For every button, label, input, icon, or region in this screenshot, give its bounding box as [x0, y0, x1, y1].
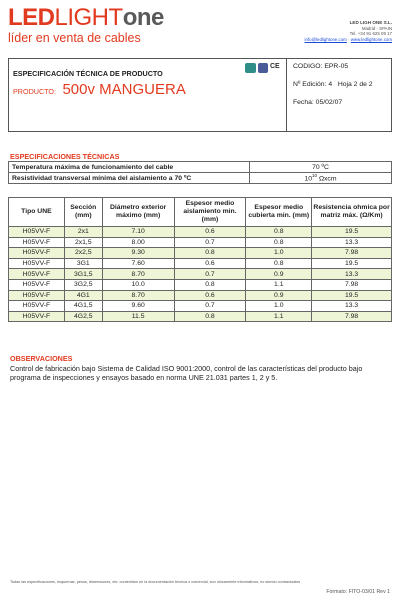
table-cell: 11.5 [102, 311, 174, 322]
spec-value: 70 ºC [250, 162, 392, 173]
technical-section-title: ESPECIFICACIONES TÉCNICAS [10, 152, 120, 161]
table-row [9, 311, 392, 322]
table-cell: 2x1,5 [64, 237, 102, 248]
logo-led: LED [8, 4, 55, 31]
company-phone: Tel. +34 91 625 09 17 [349, 31, 392, 37]
company-city: Madrid · SPAIN [361, 25, 392, 31]
footer-disclaimer: Todas las especificaciones, esquemas, pesos, dimensiones, etc. contenidos en la documentación técnica o comercial, son únicamente informativos, no siendo contractuales [10, 580, 301, 584]
table-cell: 9.60 [102, 301, 174, 312]
table-cell: H05VV-F [9, 311, 65, 322]
table-cell: 0.7 [174, 237, 246, 248]
table-cell: 0.9 [246, 269, 312, 280]
table-cell: 7.98 [312, 311, 392, 322]
table-cell: 3G1 [64, 258, 102, 269]
table-cell: 4G1,5 [64, 301, 102, 312]
table-row [9, 301, 392, 312]
table-cell: H05VV-F [9, 258, 65, 269]
spec-label: Resistividad transversal mínima del aislamiento a 70 ºC [9, 173, 250, 184]
product-line [13, 81, 186, 99]
footer-format: Formato: FITO-03/01 Rev 1 [326, 589, 390, 595]
table-cell: 0.6 [174, 290, 246, 301]
table-cell: 1.1 [246, 311, 312, 322]
table-cell: 0.7 [174, 301, 246, 312]
company-logo [8, 6, 164, 45]
observations-title: OBSERVACIONES [10, 354, 73, 363]
table-cell: 7.60 [102, 258, 174, 269]
spec-value: $10^{10}$ Ωxcm [250, 173, 392, 184]
table-cell: 1.0 [246, 248, 312, 259]
column-header: Sección (mm) [64, 198, 102, 227]
table-cell: 0.9 [246, 290, 312, 301]
table-cell: 0.8 [174, 248, 246, 259]
column-header: Espesor medio aislamiento min. (mm) [174, 198, 246, 227]
table-cell: 0.6 [174, 227, 246, 238]
table-cell: 8.00 [102, 237, 174, 248]
table-cell: 1.0 [246, 301, 312, 312]
product-code: CODIGO: EPR-05 [293, 63, 349, 70]
table-row [9, 258, 392, 269]
table-cell: H05VV-F [9, 237, 65, 248]
table-cell: 7.98 [312, 248, 392, 259]
table-row [9, 248, 392, 259]
table-cell: H05VV-F [9, 269, 65, 280]
table-cell: 13.3 [312, 301, 392, 312]
column-header: Diámetro exterior máximo (mm) [102, 198, 174, 227]
table-cell: 0.8 [246, 227, 312, 238]
table-cell: 19.5 [312, 227, 392, 238]
table-header-row [9, 198, 392, 227]
quality-cube-icon [245, 63, 256, 73]
observations-section [10, 354, 386, 383]
column-header: Espesor medio cubierta min. (mm) [246, 198, 312, 227]
company-info: LED LIGH ONE S.L. Madrid · SPAIN Tel. +34 91 625 09 17 info@ledlightone.com · www.ledlightone.com [304, 20, 392, 42]
table-cell: 1.1 [246, 279, 312, 290]
table-cell: 13.3 [312, 269, 392, 280]
table-cell: 8.70 [102, 290, 174, 301]
table-row [9, 269, 392, 280]
spec-header-left [9, 59, 287, 131]
observations-text: Control de fabricación bajo Sistema de Calidad ISO 9001:2000, control de las características del producto bajo programa de inspecciones y ensayos basado en norma UNE 21.031 partes 1, 2 y 5. [10, 364, 363, 383]
logo-one: one [122, 4, 164, 31]
table-cell: 0.8 [174, 311, 246, 322]
ce-mark-icon: CE [270, 63, 280, 70]
table-row [9, 227, 392, 238]
cert-cube-icon [258, 63, 268, 73]
table-cell: 0.8 [174, 279, 246, 290]
company-email-link[interactable]: info@ledlightone.com [304, 36, 347, 42]
cable-data-table [8, 197, 392, 322]
table-cell: 0.8 [246, 237, 312, 248]
table-cell: 19.5 [312, 258, 392, 269]
table-cell: 0.7 [174, 269, 246, 280]
table-cell: 4G1 [64, 290, 102, 301]
spec-header-box [8, 58, 392, 132]
table-cell: H05VV-F [9, 290, 65, 301]
table-cell: 10.0 [102, 279, 174, 290]
company-name: LED LIGH ONE S.L. [349, 20, 392, 25]
column-header: Resistencia ohmica por matriz máx. (Ω/Km) [312, 198, 392, 227]
table-cell: 2x2,5 [64, 248, 102, 259]
page-header [8, 6, 392, 50]
table-row [9, 290, 392, 301]
spec-label: Temperatura máxima de funcionamiento del cable [9, 162, 250, 173]
product-name: 500v MANGUERA [62, 81, 186, 98]
page-number: Hoja 2 de 2 [337, 81, 373, 88]
table-cell: 9.30 [102, 248, 174, 259]
technical-specs-table [8, 161, 392, 184]
table-cell: H05VV-F [9, 248, 65, 259]
logo-tagline: líder en venta de cables [8, 31, 141, 45]
table-cell: 7.10 [102, 227, 174, 238]
table-cell: 3G2,5 [64, 279, 102, 290]
table-cell: H05VV-F [9, 301, 65, 312]
table-cell: 7.98 [312, 279, 392, 290]
logo-light: LIGHT [54, 4, 123, 31]
table-cell: 4G2,5 [64, 311, 102, 322]
table-row [9, 237, 392, 248]
spec-date: Fecha: 05/02/07 [293, 99, 343, 106]
table-cell: 0.6 [174, 258, 246, 269]
table-cell: H05VV-F [9, 227, 65, 238]
table-row [9, 162, 392, 173]
spec-title: ESPECIFICACIÓN TÉCNICA DE PRODUCTO [13, 69, 163, 78]
company-web-link[interactable]: www.ledlightone.com [350, 36, 392, 42]
table-row [9, 279, 392, 290]
table-cell: 0.8 [246, 258, 312, 269]
column-header: Tipo UNE [9, 198, 65, 227]
table-cell: 3G1,5 [64, 269, 102, 280]
table-cell: 8.70 [102, 269, 174, 280]
table-cell: 2x1 [64, 227, 102, 238]
edition-number: Nº Edición: 4 Hoja 2 de 2 [293, 81, 373, 88]
table-cell: H05VV-F [9, 279, 65, 290]
product-label: PRODUCTO: [13, 87, 56, 96]
table-cell: 19.5 [312, 290, 392, 301]
table-row [9, 173, 392, 184]
table-cell: 13.3 [312, 237, 392, 248]
cable-rows [9, 227, 392, 322]
